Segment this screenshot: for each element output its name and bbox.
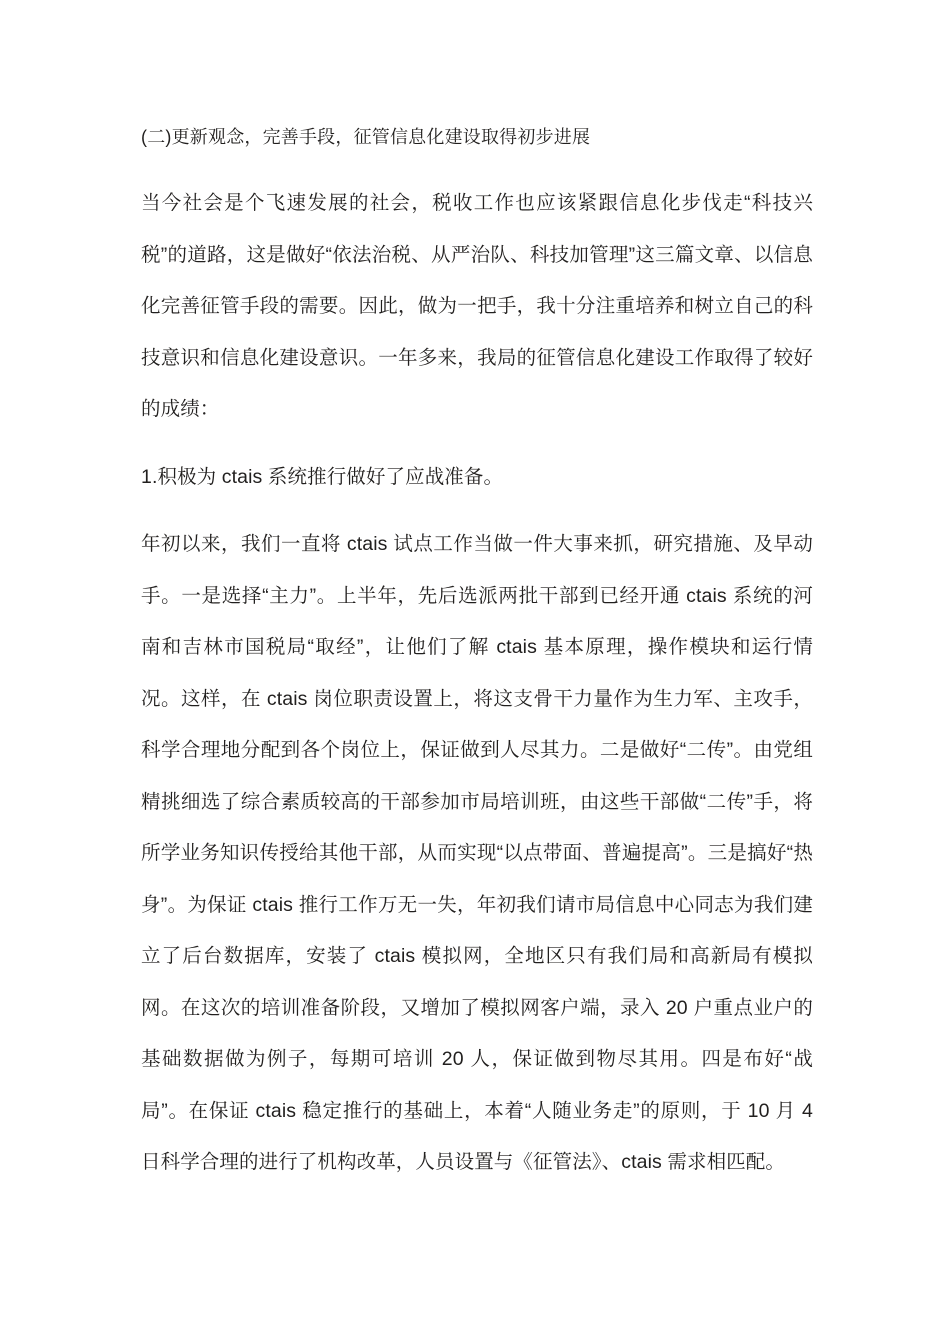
paragraph-ctais-preparation: 年初以来，我们一直将 ctais 试点工作当做一件大事来抓，研究措施、及早动手。一是选择“主力”。上半年，先后选派两批干部到已经开通 ctais 系统的河南和吉林市国税局“取经”，让他们了解 ctais 基本原理，操作模块和运行情况。这样，在 ctais 岗位职责设置上，将这支骨干力量作为生力军、主攻手，科学合理地分配到各个岗位上，保证做到人尽其力。二是做好“二传”。由党组精挑细选了综合素质较高的干部参加市局培训班，由这些干部做“二传”手，将所学业务知识传授给其他干部，从而实现“以点带面、普遍提高”。三是搞好“热身”。为保证 ctais 推行工作万无一失，年初我们请市局信息中心同志为我们建立了后台数据库，安装了 ctais 模拟网，全地区只有我们局和高新局有模拟网。在这次的培训准备阶段，又增加了模拟网客户端，录入 20 户重点业户的基础数据做为例子，每期可培训 20 人，保证做到物尽其用。四是布好“战局”。在保证 ctais 稳定推行的基础上，本着“人随业务走”的原则，于 10 月 4 日科学合理的进行了机构改革，人员设置与《征管法》、ctais 需求相匹配。 [141,533,813,1173]
document-body [141,112,813,1189]
section-heading: (二)更新观念，完善手段，征管信息化建设取得初步进展 [141,127,591,147]
paragraph-intro: 当今社会是个飞速发展的社会，税收工作也应该紧跟信息化步伐走“科技兴税”的道路，这是做好“依法治税、从严治队、科技加管理”这三篇文章、以信息化完善征管手段的需要。因此，做为一把手，我十分注重培养和树立自己的科技意识和信息化建设意识。一年多来，我局的征管信息化建设工作取得了较好的成绩： [141,192,813,420]
subsection-heading-ctais-readiness: 1.积极为 ctais 系统推行做好了应战准备。 [141,465,504,488]
